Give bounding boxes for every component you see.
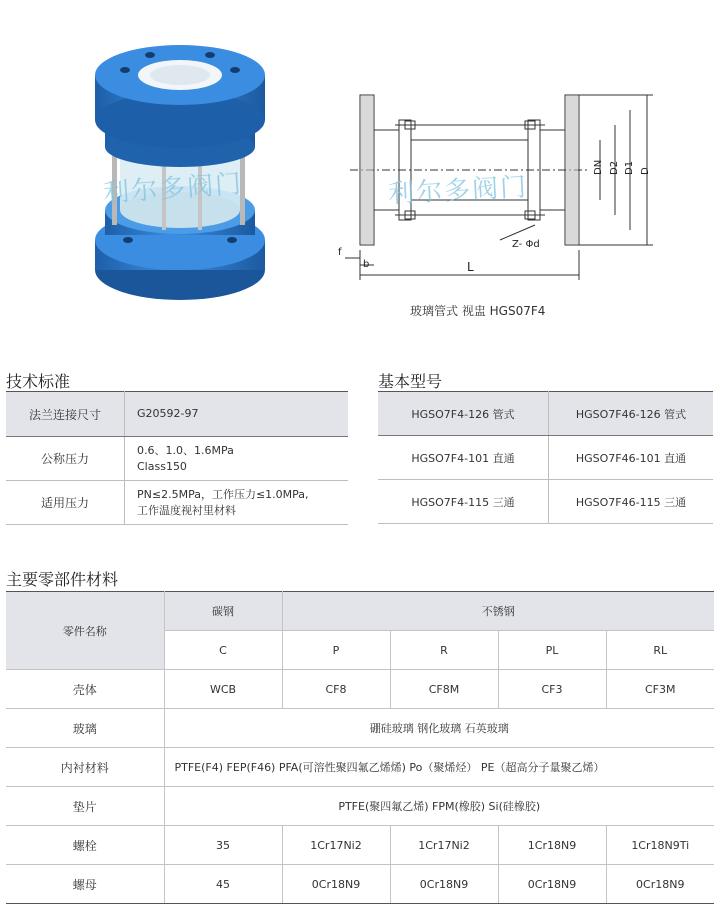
material-cell: 45 — [164, 865, 282, 904]
dim-b: b — [363, 259, 370, 270]
code-cell: R — [390, 631, 498, 670]
material-cell: 0Cr18N9 — [498, 865, 606, 904]
dim-d2: D2 — [609, 160, 620, 175]
material-cell: 0Cr18N9 — [606, 865, 714, 904]
part-name-header: 零件名称 — [6, 592, 164, 670]
table-row — [6, 826, 714, 865]
table-row — [6, 670, 714, 709]
part-name: 内衬材料 — [6, 748, 164, 787]
model-cell: HGSO7F46-126 管式 — [549, 392, 714, 436]
code-cell: RL — [606, 631, 714, 670]
dim-d1: D1 — [624, 160, 635, 175]
tech-standard-table — [6, 391, 348, 525]
part-name: 玻璃 — [6, 709, 164, 748]
table-row — [6, 709, 714, 748]
material-cell: 0Cr18N9 — [282, 865, 390, 904]
value-line: Class150 — [137, 459, 187, 473]
material-cell: PTFE(聚四氟乙烯) FPM(橡胶) Si(硅橡胶) — [164, 787, 714, 826]
row-label: 公称压力 — [6, 437, 125, 481]
value-line: 工作温度视衬里材料 — [137, 503, 236, 517]
row-value — [125, 437, 349, 481]
material-cell: CF8 — [282, 670, 390, 709]
table-row — [6, 481, 348, 525]
part-name: 螺母 — [6, 865, 164, 904]
dim-dn: DN — [593, 159, 604, 175]
model-cell: HGSO7F4-126 管式 — [378, 392, 549, 436]
material-cell: CF3M — [606, 670, 714, 709]
table-row — [378, 480, 713, 524]
basic-model-table — [378, 391, 713, 524]
material-cell: 1Cr17Ni2 — [282, 826, 390, 865]
table-row — [6, 392, 348, 437]
material-cell: 35 — [164, 826, 282, 865]
dim-z-d: Z- Φd — [512, 239, 540, 250]
table-row — [378, 392, 713, 436]
material-cell: 0Cr18N9 — [390, 865, 498, 904]
table-header-row — [6, 592, 714, 631]
material-cell: CF8M — [390, 670, 498, 709]
value-line: 0.6、1.0、1.6MPa — [137, 443, 234, 457]
row-value — [125, 481, 349, 525]
drawing-caption: 玻璃管式 视盅 HGS07F4 — [410, 304, 546, 318]
row-label: 法兰连接尺寸 — [6, 392, 125, 437]
row-value: G20592-97 — [125, 392, 349, 437]
dim-d: D — [640, 167, 651, 175]
materials-table — [6, 591, 714, 904]
table-row — [378, 436, 713, 480]
stainless-steel-header: 不锈钢 — [282, 592, 714, 631]
row-label: 适用压力 — [6, 481, 125, 525]
tech-standard-title: 技术标准 — [6, 372, 71, 391]
code-cell: C — [164, 631, 282, 670]
code-cell: PL — [498, 631, 606, 670]
table-row — [6, 748, 714, 787]
model-cell: HGSO7F46-115 三通 — [549, 480, 714, 524]
watermark: 利尔多阀门 — [102, 169, 245, 209]
dim-f: f — [338, 247, 342, 258]
table-row — [6, 787, 714, 826]
model-cell: HGSO7F4-115 三通 — [378, 480, 549, 524]
carbon-steel-header: 碳钢 — [164, 592, 282, 631]
model-cell: HGSO7F46-101 直通 — [549, 436, 714, 480]
material-cell: 1Cr18N9Ti — [606, 826, 714, 865]
part-name: 垫片 — [6, 787, 164, 826]
basic-model-title: 基本型号 — [378, 372, 443, 391]
materials-title: 主要零部件材料 — [6, 570, 119, 589]
material-cell: CF3 — [498, 670, 606, 709]
table-row — [6, 865, 714, 904]
code-cell: P — [282, 631, 390, 670]
material-cell: WCB — [164, 670, 282, 709]
material-cell: 硼硅玻璃 钢化玻璃 石英玻璃 — [164, 709, 714, 748]
value-line: PN≤2.5MPa，工作压力≤1.0MPa, — [137, 487, 309, 501]
table-row — [6, 437, 348, 481]
sight-glass-photo — [70, 15, 300, 315]
dim-l: L — [467, 260, 474, 274]
model-cell: HGSO7F4-101 直通 — [378, 436, 549, 480]
material-cell: 1Cr17Ni2 — [390, 826, 498, 865]
watermark: 利尔多阀门 — [387, 172, 529, 210]
material-cell: PTFE(F4) FEP(F46) PFA(可溶性聚四氟乙烯烯) Po（聚烯烃） PE（超高分子量聚乙烯） — [164, 748, 714, 787]
part-name: 螺栓 — [6, 826, 164, 865]
material-cell: 1Cr18N9 — [498, 826, 606, 865]
part-name: 壳体 — [6, 670, 164, 709]
